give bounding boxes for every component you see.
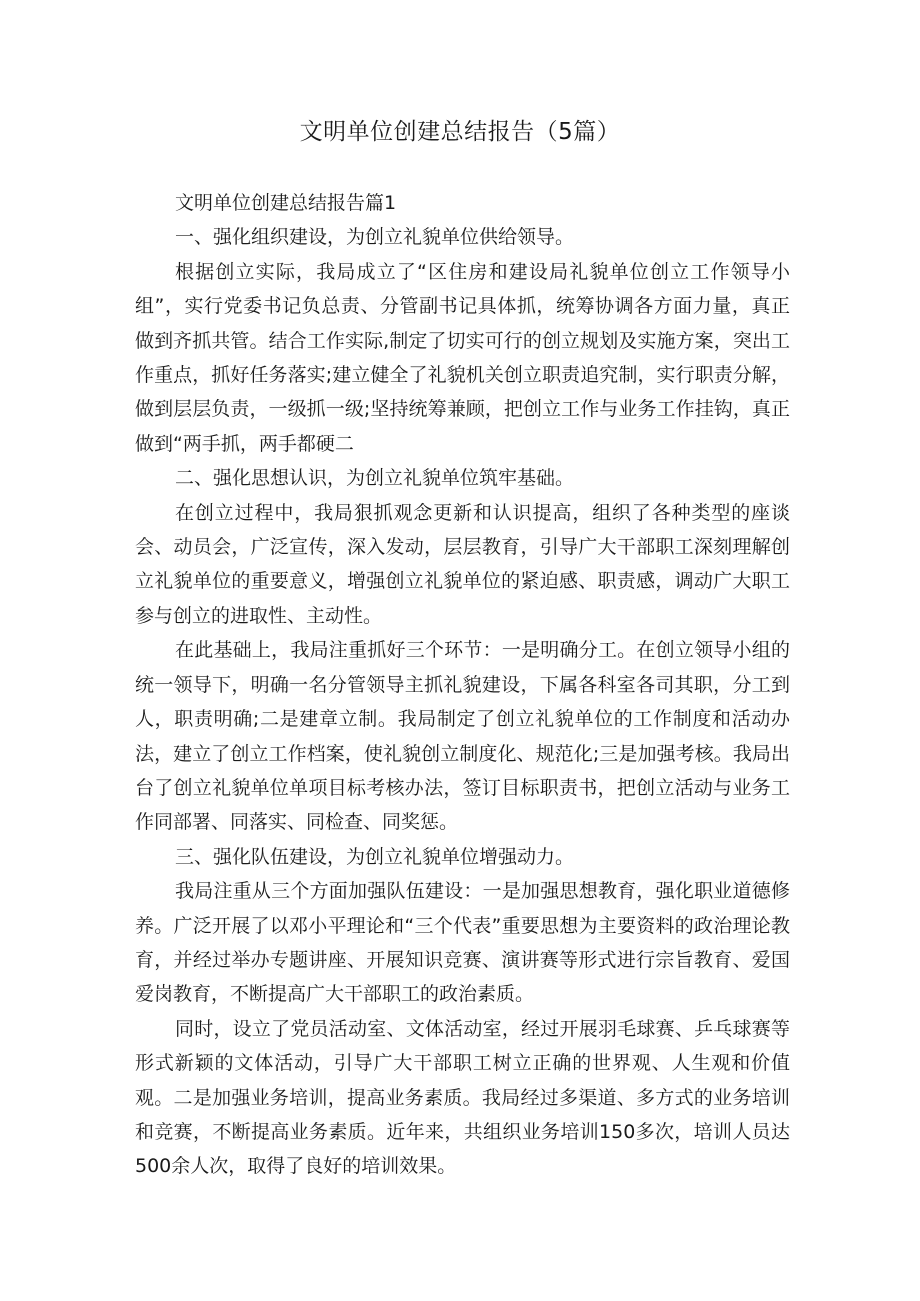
body-paragraph: 在创立过程中，我局狠抓观念更新和认识提高，组织了各种类型的座谈会、动员会，广泛宣传，深入发动，层层教育，引导广大干部职工深刻理解创立礼貌单位的重要意义，增强创立礼貌单位的紧迫感、职责感，调动广大职工参与创立的进取性、主动性。 [135,501,790,627]
subsection-heading: 一、强化组织建设，为创立礼貌单位供给领导。 [175,226,575,249]
body-paragraph: 同时，设立了党员活动室、文体活动室，经过开展羽毛球赛、乒乓球赛等形式新颖的文体活动，引导广大干部职工树立正确的世界观、人生观和价值观。二是加强业务培训，提高业务素质。我局经过多渠道、多方式的业务培训和竞赛，不断提高业务素质。近年来，共组织业务培训150多次，培训人员达500余人次，取得了良好的培训效果。 [135,1017,790,1178]
subsection-heading: 三、强化队伍建设，为创立礼貌单位增强动力。 [175,845,575,868]
body-paragraph: 我局注重从三个方面加强队伍建设：一是加强思想教育，强化职业道德修养。广泛开展了以邓小平理论和“三个代表”重要思想为主要资料的政治理论教育，并经过举办专题讲座、开展知识竞赛、演讲赛等形式进行宗旨教育、爱国爱岗教育，不断提高广大干部职工的政治素质。 [135,880,790,1006]
document-title: 文明单位创建总结报告（5篇） [299,119,621,145]
body-paragraph: 在此基础上，我局注重抓好三个环节：一是明确分工。在创立领导小组的统一领导下，明确一名分管领导主抓礼貌建设，下属各科室各司其职，分工到人，职责明确;二是建章立制。我局制定了创立礼貌单位的工作制度和活动办法，建立了创立工作档案，使礼貌创立制度化、规范化;三是加强考核。我局出台了创立礼貌单位单项目标考核办法，签订目标职责书，把创立活动与业务工作同部署、同落实、同检查、同奖惩。 [135,639,790,834]
subsection-heading: 二、强化思想认识，为创立礼貌单位筑牢基础。 [175,467,575,490]
body-paragraph: 根据创立实际，我局成立了“区住房和建设局礼貌单位创立工作领导小组”，实行党委书记负总责、分管副书记具体抓，统筹协调各方面力量，真正做到齐抓共管。结合工作实际,制定了切实可行的创立规划及实施方案，突出工作重点，抓好任务落实;建立健全了礼貌机关创立职责追究制，实行职责分解，做到层层负责，一级抓一级;坚持统筹兼顾，把创立工作与业务工作挂钩，真正做到“两手抓，两手都硬二 [135,260,790,455]
document-body [135,186,790,1184]
section-heading: 文明单位创建总结报告篇1 [175,192,397,214]
